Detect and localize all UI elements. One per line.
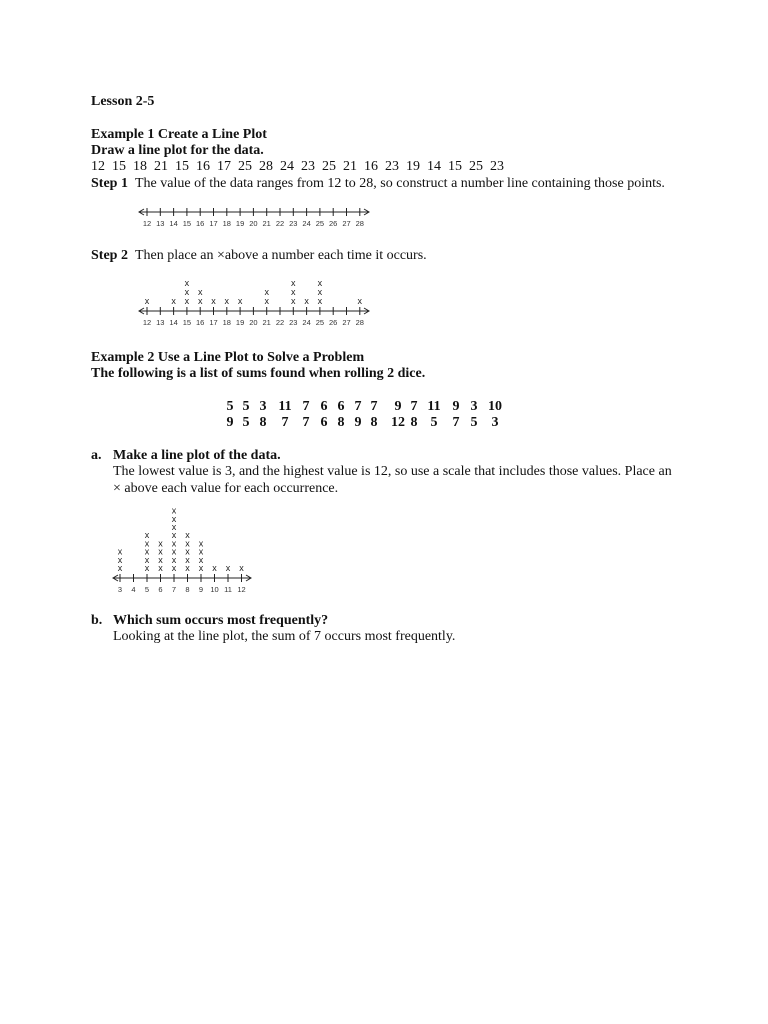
plot2-tick-label: 28	[355, 318, 364, 327]
plot2-tick-label: 23	[289, 318, 298, 327]
plot1-tick-label: 28	[355, 219, 364, 228]
dice-sum-value: 7	[410, 399, 418, 414]
plot2-x-mark: x	[317, 278, 323, 288]
plot2-tick-label: 12	[142, 318, 152, 327]
dice-sum-value: 8	[370, 415, 378, 430]
dice-sum-value: 12	[391, 415, 405, 430]
plot3-x-mark: x	[158, 563, 163, 573]
plot2-x-mark: x	[317, 287, 323, 297]
plot2-x-mark: x	[304, 296, 309, 306]
plot2-x-mark: x	[211, 296, 216, 306]
plot3-x-mark: x	[171, 513, 177, 524]
plot3-tick-label: 4	[131, 585, 136, 594]
step2-label: Step 2	[91, 248, 128, 263]
part-b-label: b.	[91, 613, 103, 628]
plot2-tick-label: 19	[235, 318, 245, 327]
plot2-x-mark: x	[197, 287, 203, 297]
dice-sum-value: 5	[430, 415, 438, 430]
example2-title: Example 2 Use a Line Plot to Solve a Problem	[91, 350, 365, 365]
plot3-tick-label: 8	[185, 585, 190, 594]
plot3-x-mark: x	[185, 538, 190, 549]
plot3-x-mark: x	[171, 538, 177, 549]
part-b-title: Which sum occurs most frequently?	[113, 613, 329, 628]
dice-sum-value: 5	[226, 399, 234, 414]
plot2-x-mark: x	[197, 296, 203, 306]
plot3-x-mark: x	[198, 563, 204, 573]
dice-sums-row-1	[0, 399, 768, 415]
plot1-tick-label: 16	[196, 219, 205, 228]
plot2-x-mark: x	[317, 296, 323, 306]
plot1-tick-label: 18	[222, 219, 231, 228]
plot2-x-mark: x	[237, 296, 243, 306]
dice-sum-value: 7	[281, 415, 289, 430]
plot2-tick-label: 25	[315, 318, 325, 327]
plot2-tick-label: 14	[169, 318, 178, 327]
part-a-title: Make a line plot of the data.	[113, 448, 281, 463]
plot3-tick-label: 7	[171, 585, 177, 594]
plot2-tick-label: 20	[249, 318, 258, 327]
plot3-x-mark: x	[171, 505, 177, 516]
dice-sum-value: 9	[452, 399, 460, 414]
plot3-x-mark: x	[185, 530, 190, 541]
plot2-tick-label: 27	[342, 318, 351, 327]
part-b-text: Looking at the line plot, the sum of 7 occurs most frequently.	[113, 629, 456, 644]
plot2-tick-label: 16	[196, 318, 205, 327]
plot1-tick-label: 15	[182, 219, 192, 228]
plot2-x-mark: x	[291, 296, 296, 306]
plot3-tick-label: 3	[117, 585, 123, 594]
plot3-x-mark: x	[158, 554, 163, 565]
plot1-tick-label: 25	[315, 219, 325, 228]
plot2-x-mark: x	[184, 296, 190, 306]
plot2-tick-label: 21	[262, 318, 271, 327]
plot3-tick-label: 9	[198, 585, 204, 594]
dice-sum-value: 6	[320, 415, 328, 430]
dice-sum-value: 7	[302, 399, 310, 414]
plot2-x-mark: x	[184, 287, 190, 297]
plot3-x-mark: x	[144, 538, 150, 549]
plot1-tick-label: 20	[249, 219, 258, 228]
plot3-x-mark: x	[171, 530, 177, 541]
plot2-tick-label: 26	[329, 318, 338, 327]
dice-sum-value: 9	[354, 415, 362, 430]
plot2-x-mark: x	[171, 296, 176, 306]
dice-sum-value: 7	[452, 415, 460, 430]
dice-sums-row-2	[0, 415, 768, 431]
plot1-tick-label: 13	[156, 219, 165, 228]
plot1-tick-label: 24	[302, 219, 311, 228]
plot2-x-mark: x	[184, 278, 190, 288]
plot3-x-mark: x	[171, 546, 177, 557]
plot3-tick-label: 12	[237, 585, 246, 594]
plot1-tick-label: 14	[169, 219, 178, 228]
plot3-x-mark: x	[117, 554, 123, 565]
dice-sum-value: 8	[259, 415, 267, 430]
plot2-x-mark: x	[224, 296, 230, 306]
dice-sum-value: 3	[470, 399, 478, 414]
plot3-x-mark: x	[144, 554, 150, 565]
dice-sum-value: 11	[278, 399, 292, 414]
plot3-x-mark: x	[198, 554, 204, 565]
plot3-tick-label: 6	[158, 585, 163, 594]
lesson-title: Lesson 2-5	[91, 94, 155, 109]
dice-sum-value: 7	[302, 415, 310, 430]
plot1-tick-label: 23	[289, 219, 298, 228]
step1-text: The value of the data ranges from 12 to 28, so construct a number line containing those points.	[135, 176, 665, 191]
step1-label: Step 1	[91, 176, 128, 191]
part-a-text-line2: × above each value for each occurrence.	[113, 481, 339, 496]
plot3-x-mark: x	[185, 554, 190, 565]
plot3-x-mark: x	[185, 563, 190, 573]
plot3-x-mark: x	[171, 563, 177, 573]
plot1-tick-label: 26	[329, 219, 338, 228]
plot2-tick-label: 24	[302, 318, 311, 327]
example1-data: 12 15 18 21 15 16 17 25 28 24 23 25 21 16 23 19 14 15 25 23	[91, 159, 504, 174]
dice-sum-value: 7	[354, 399, 362, 414]
plot2-tick-label: 13	[156, 318, 165, 327]
plot2-x-mark: x	[144, 296, 150, 306]
plot3-x-mark: x	[212, 563, 217, 573]
dice-sum-value: 8	[410, 415, 418, 430]
plot2-tick-label: 17	[209, 318, 218, 327]
dice-sum-value: 7	[370, 399, 378, 414]
plot1-tick-label: 19	[235, 219, 245, 228]
example1-title: Example 1 Create a Line Plot	[91, 127, 267, 142]
dice-sum-value: 3	[491, 415, 499, 430]
part-a-text-line1: The lowest value is 3, and the highest value is 12, so use a scale that includes those values. Place an	[113, 464, 672, 479]
dice-sum-value: 9	[394, 399, 402, 414]
plot3-x-mark: x	[117, 546, 123, 557]
plot2-x-mark: x	[291, 278, 296, 288]
plot2-tick-label: 18	[222, 318, 231, 327]
dice-sum-value: 9	[226, 415, 234, 430]
plot3-x-mark: x	[239, 563, 244, 573]
plot1-tick-label: 12	[142, 219, 152, 228]
plot3-tick-label: 11	[224, 585, 232, 594]
dice-sum-value: 8	[337, 415, 345, 430]
step2-text: Then place an ×above a number each time it occurs.	[135, 248, 427, 263]
plot1-tick-label: 21	[262, 219, 271, 228]
plot3-tick-label: 10	[210, 585, 219, 594]
plot2-tick-label: 22	[275, 318, 285, 327]
example2-subtitle: The following is a list of sums found when rolling 2 dice.	[91, 366, 426, 381]
plot2-x-mark: x	[357, 296, 363, 306]
plot3-x-mark: x	[171, 522, 177, 532]
plot3-x-mark: x	[185, 546, 190, 557]
plot3-tick-label: 5	[144, 585, 150, 594]
plot2-x-mark: x	[264, 287, 269, 297]
plot3-x-mark: x	[144, 563, 150, 573]
plot3-x-mark: x	[225, 563, 231, 573]
plot3-x-mark: x	[198, 538, 204, 549]
dice-sum-value: 5	[242, 399, 250, 414]
plot2-tick-label: 15	[182, 318, 192, 327]
plot2-x-mark: x	[291, 287, 296, 297]
dice-sum-value: 10	[488, 399, 502, 414]
dice-sum-value: 5	[470, 415, 478, 430]
example1-subtitle: Draw a line plot for the data.	[91, 143, 264, 158]
part-a-label: a.	[91, 448, 102, 463]
dice-sum-value: 3	[259, 399, 267, 414]
plot3-x-mark: x	[144, 546, 150, 557]
plot3-x-mark: x	[158, 546, 163, 557]
plot1-tick-label: 22	[275, 219, 285, 228]
plot3-x-mark: x	[198, 546, 204, 557]
plot3-x-mark: x	[171, 554, 177, 565]
plot2-x-mark: x	[264, 296, 269, 306]
dice-sum-value: 6	[320, 399, 328, 414]
dice-sum-value: 6	[337, 399, 345, 414]
plot3-x-mark: x	[144, 530, 150, 541]
dice-sum-value: 11	[427, 399, 441, 414]
dice-sum-value: 5	[242, 415, 250, 430]
plot3-x-mark: x	[117, 563, 123, 573]
plot1-tick-label: 17	[209, 219, 218, 228]
plot3-x-mark: x	[158, 538, 163, 549]
plot1-tick-label: 27	[342, 219, 351, 228]
